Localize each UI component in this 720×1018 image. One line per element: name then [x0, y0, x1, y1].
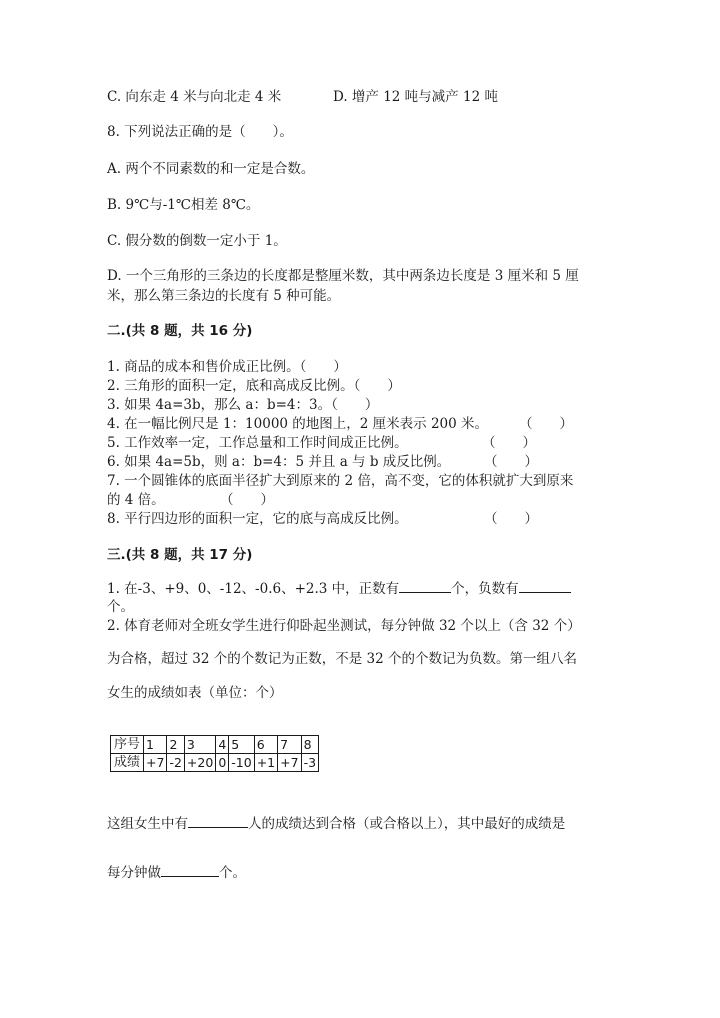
- table-cell: 2: [167, 736, 184, 754]
- s3-q2-last-b: 个。: [219, 865, 246, 881]
- s2-item-7: 7. 一个圆锥体的底面半径扩大到原来的 2 倍，高不变，它的体积就扩大到原来: [107, 473, 574, 489]
- table-cell: 1: [144, 736, 167, 754]
- table-cell: 3: [184, 736, 215, 754]
- table-cell: 5: [229, 736, 254, 754]
- s2-item-3: 3. 如果 4a=3b，那么 a：b=4：3。（ ）: [107, 397, 379, 413]
- q8-option-b: B. 9℃与-1℃相差 8℃。: [107, 197, 260, 213]
- answer-blank[interactable]: [161, 864, 219, 877]
- s3-q1-text-a: 1. 在-3、+9、0、-12、-0.6、+2.3 中，正数有: [107, 581, 400, 597]
- s3-q1: [107, 580, 571, 598]
- s3-q2-last-a: 每分钟做: [107, 865, 161, 881]
- q7-option-c: C. 向东走 4 米与向北走 4 米: [107, 89, 282, 105]
- s2-item-5-paren: （ ）: [482, 435, 536, 451]
- q8-option-d-line1: D. 一个三角形的三条边的长度都是整厘米数，其中两条边长度是 3 厘米和 5 厘: [107, 268, 579, 284]
- q8-stem: 8. 下列说法正确的是（ ）。: [107, 124, 293, 140]
- table-cell: +20: [184, 754, 215, 772]
- s2-item-5: 5. 工作效率一定，工作总量和工作时间成正比例。: [107, 435, 408, 451]
- answer-blank[interactable]: [519, 580, 571, 593]
- s3-q2-after-b: 人的成绩达到合格（或合格以上），其中最好的成绩是: [248, 816, 566, 832]
- table-cell: -3: [301, 754, 318, 772]
- table-cell: 8: [301, 736, 318, 754]
- table-cell: 7: [278, 736, 301, 754]
- table-cell: 4: [216, 736, 229, 754]
- s3-q2-line1: 2. 体育老师对全班女学生进行仰卧起坐测试，每分钟做 32 个以上（含 32 个）: [107, 618, 581, 634]
- table-cell: 6: [254, 736, 277, 754]
- answer-blank[interactable]: [399, 580, 451, 593]
- s2-item-6-paren: （ ）: [484, 454, 538, 470]
- q8-option-d-line2: 米，那么第三条边的长度有 5 种可能。: [107, 288, 341, 304]
- answer-blank[interactable]: [188, 815, 248, 828]
- table-row: [111, 736, 319, 754]
- s2-item-6: 6. 如果 4a=5b，则 a：b=4：5 并且 a 与 b 成反比例。: [107, 454, 451, 470]
- section3-heading: 三.(共 8 题，共 17 分): [107, 547, 253, 563]
- s3-q2-after: [107, 815, 565, 833]
- s2-item-8-paren: （ ）: [484, 511, 538, 527]
- table-cell: 0: [216, 754, 229, 772]
- table-cell: -10: [229, 754, 254, 772]
- s2-item-4-paren: （ ）: [519, 416, 573, 432]
- s3-q2-after-a: 这组女生中有: [107, 816, 188, 832]
- table-cell: +1: [254, 754, 277, 772]
- s2-item-7-paren: （ ）: [220, 492, 274, 508]
- table-row-label: 序号: [111, 736, 144, 754]
- s2-item-7-cont: 的 4 倍。: [107, 492, 165, 508]
- s3-q2-line2: 为合格，超过 32 个的个数记为正数，不是 32 个的个数记为负数。第一组八名: [107, 651, 578, 667]
- table-row-label: 成绩: [111, 754, 144, 772]
- s2-item-8: 8. 平行四边形的面积一定，它的底与高成反比例。: [107, 511, 408, 527]
- section2-heading: 二.(共 8 题，共 16 分): [107, 323, 253, 339]
- s3-q2-line3: 女生的成绩如表（单位：个）: [107, 685, 283, 701]
- s3-q1-text-b: 个，负数有: [451, 581, 519, 597]
- table-cell: -2: [167, 754, 184, 772]
- table-cell: +7: [144, 754, 167, 772]
- score-table: [110, 735, 319, 772]
- q8-option-a: A. 两个不同素数的和一定是合数。: [107, 161, 315, 177]
- table-cell: +7: [278, 754, 301, 772]
- s2-item-4: 4. 在一幅比例尺是 1：10000 的地图上，2 厘米表示 200 米。: [107, 416, 489, 432]
- s2-item-2: 2. 三角形的面积一定，底和高成反比例。（ ）: [107, 378, 401, 394]
- q8-option-c: C. 假分数的倒数一定小于 1。: [107, 233, 287, 249]
- s3-q1-cont: 个。: [107, 599, 134, 615]
- table-row: [111, 754, 319, 772]
- s3-q2-last: [107, 864, 246, 882]
- s2-item-1: 1. 商品的成本和售价成正比例。（ ）: [107, 359, 347, 375]
- q7-option-d: D. 增产 12 吨与减产 12 吨: [333, 89, 498, 105]
